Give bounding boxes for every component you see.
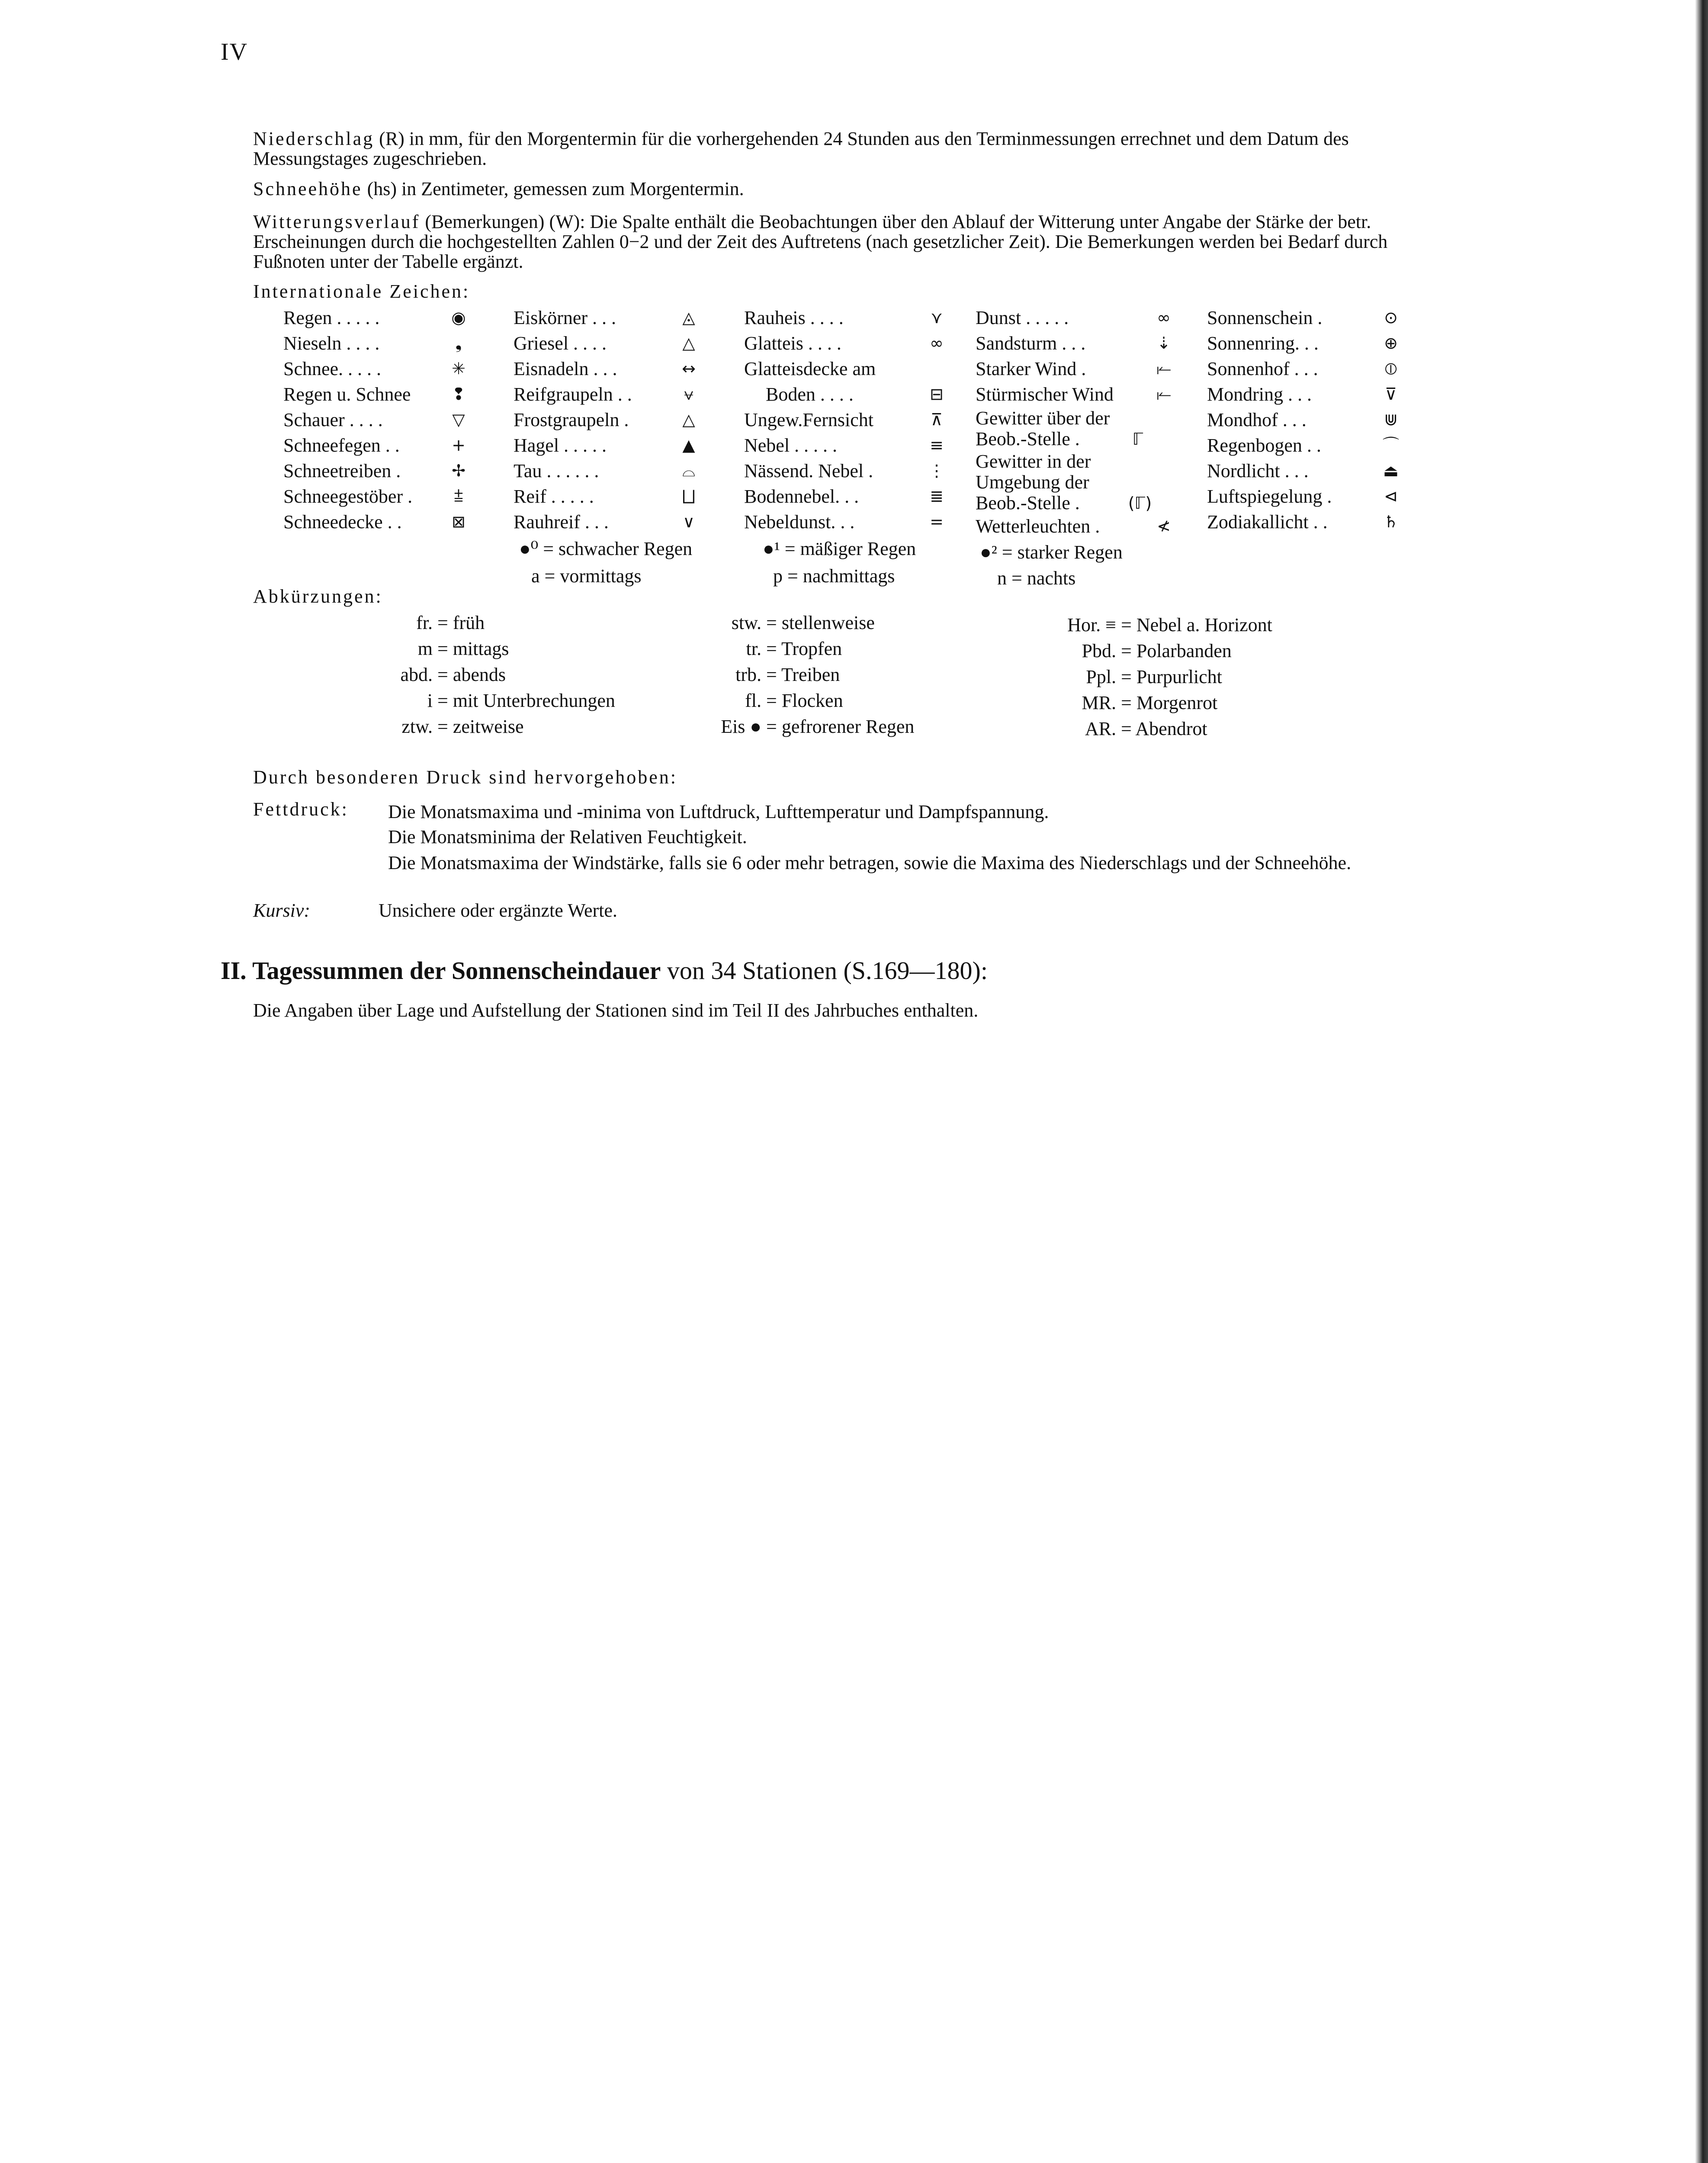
- symbol-starker-wind: Starker Wind . ⥒: [976, 356, 1175, 382]
- abbr-treiben: trb. = Treiben: [735, 664, 840, 685]
- page-number: IV: [221, 39, 248, 65]
- symbol-nieseln: Nieseln . . . . ❟: [283, 331, 469, 356]
- intensity-strong: ●² = starker Regen: [980, 542, 1123, 563]
- symbol-mondhof: Mondhof . . . ⋓: [1207, 407, 1402, 433]
- time-night: n = nachts: [997, 568, 1076, 589]
- symbol-regen-schnee: Regen u. Schnee ❢: [283, 382, 469, 407]
- symbol-rauhreif: Rauhreif . . . ∨: [514, 509, 700, 535]
- rime-graupel-icon: ⩝: [684, 385, 693, 404]
- section-2-note: Die Angaben über Lage und Aufstellung der Stationen sind im Teil II des Jahrbuches enthalten.: [253, 1000, 979, 1021]
- symbol-sandsturm: Sandsturm . . . ⇣: [976, 331, 1175, 356]
- frost-graupel-icon: △: [682, 410, 695, 429]
- symbol-frostgraupeln: Frostgraupeln . △: [514, 407, 700, 433]
- symbol-stuermischer-wind: Stürmischer Wind ⥒: [976, 382, 1175, 407]
- abbr-abendrot: AR. = Abendrot: [1085, 718, 1207, 739]
- symbol-hagel: Hagel . . . . . ▲: [514, 433, 700, 458]
- symbol-sonnenschein: Sonnenschein . ⊙: [1207, 305, 1402, 331]
- symbol-mondring: Mondring . . . ⊽: [1207, 382, 1402, 407]
- bold-line-2: Die Monatsminima der Relativen Feuchtigkeit.: [388, 826, 747, 847]
- symbol-griesel: Griesel . . . . △: [514, 331, 700, 356]
- witterung-text: (Bemerkungen) (W): Die Spalte enthält die Beobachtungen über den Ablauf der Witterung unter Angabe der Stärke der betr. Erscheinungen durch die hochgestellten Zahlen 0−2 und der Zeit des Auftretens (nach gesetzlicher Zeit). Die Bemerkungen werden bei Bedarf durch Fußnoten unter der Tabelle ergänzt.: [253, 211, 1388, 272]
- symbols-column-5: [1207, 305, 1402, 535]
- intensity-weak: ●⁰ = schwacher Regen: [519, 538, 693, 559]
- symbol-tau: Tau . . . . . . ⌓: [514, 458, 700, 484]
- wet-fog-icon: ⋮: [928, 461, 945, 480]
- time-afternoon: p = nachmittags: [773, 565, 895, 587]
- abbr-polarbanden: Pbd. = Polarbanden: [1082, 640, 1232, 661]
- symbol-luftspiegelung: Luftspiegelung . ⊲: [1207, 484, 1402, 509]
- symbol-sonnenhof: Sonnenhof . . . ⦶: [1207, 356, 1402, 382]
- abbr-frueh: fr. = früh: [416, 612, 485, 633]
- abbreviations-heading: Abkürzungen:: [253, 586, 383, 607]
- zodiacal-light-icon: ♄: [1383, 512, 1399, 531]
- rainbow-icon: ⌒: [1382, 436, 1399, 455]
- section-2-title-bold: II. Tagessummen der Sonnenscheindauer: [221, 956, 661, 985]
- symbol-schneedecke: Schneedecke . . ⊠: [283, 509, 469, 535]
- symbol-wetterleuchten: Wetterleuchten . ≮: [976, 513, 1175, 539]
- lunar-ring-icon: ⊽: [1385, 385, 1397, 404]
- symbol-regenbogen: Regenbogen . . ⌒: [1207, 433, 1402, 458]
- symbol-glatteis: Glatteis . . . . ∞: [744, 331, 947, 356]
- solar-ring-icon: ⊕: [1384, 334, 1398, 353]
- sleet-icon: ❢: [452, 385, 466, 404]
- symbol-zodiakallicht: Zodiakallicht . . ♄: [1207, 509, 1402, 535]
- symbol-dunst: Dunst . . . . . ∞: [976, 305, 1175, 331]
- lightning-icon: ≮: [1157, 517, 1171, 536]
- bold-line-1: Die Monatsmaxima und -minima von Luftdruck, Lufttemperatur und Dampfspannung.: [388, 801, 1049, 822]
- witterung-label: Witterungsverlauf: [253, 211, 421, 232]
- symbol-boden: Boden . . . . ⊟: [744, 382, 947, 407]
- symbol-sonnenring: Sonnenring. . . ⊕: [1207, 331, 1402, 356]
- ground-glaze-icon: ⊟: [930, 385, 944, 404]
- italic-label: Kursiv:: [253, 900, 310, 921]
- sandstorm-icon: ⇣: [1157, 334, 1171, 353]
- mirage-icon: ⊲: [1384, 487, 1398, 506]
- visibility-icon: ⊼: [931, 410, 943, 429]
- page-edge-scan-shadow: [1695, 0, 1708, 2163]
- symbol-nebel: Nebel . . . . . ≡: [744, 433, 947, 458]
- time-morning: a = vormittags: [531, 565, 642, 587]
- symbol-schneegestoeber: Schneegestöber . ⩲: [283, 484, 469, 509]
- abbreviations-column-1: [329, 610, 615, 740]
- abbr-purpurlicht: Ppl. = Purpurlicht: [1086, 666, 1222, 687]
- shower-icon: ▽: [452, 410, 465, 429]
- abbr-tropfen: tr. = Tropfen: [746, 638, 842, 659]
- print-heading: Durch besonderen Druck sind hervorgehoben:: [253, 767, 677, 788]
- abbr-abends: abd. = abends: [400, 664, 506, 685]
- symbol-rauheis: Rauheis . . . . ⋎: [744, 305, 947, 331]
- symbols-column-1: [283, 305, 469, 535]
- distant-thunderstorm-icon: (ℾ): [1128, 494, 1152, 513]
- abbr-horizont: Hor. ≡ = Nebel a. Horizont: [1067, 614, 1272, 635]
- symbol-gewitter-station: Gewitter über der Beob.-Stelle . ℾ: [976, 407, 1175, 449]
- symbol-bodennebel: Bodennebel. . . ≣: [744, 484, 947, 509]
- schneehoehe-label: Schneehöhe: [253, 178, 363, 199]
- lunar-corona-icon: ⋓: [1384, 410, 1398, 429]
- abbr-stellenweise: stw. = stellenweise: [731, 612, 875, 633]
- abbreviations-column-3: [1012, 612, 1272, 742]
- dew-icon: ⌓: [682, 461, 696, 480]
- rough-ice-icon: ⋎: [931, 308, 943, 327]
- rain-icon: ◉: [451, 308, 466, 327]
- bold-label: Fettdruck:: [253, 799, 349, 820]
- rime-icon: ∨: [683, 512, 695, 531]
- intensity-moderate: ●¹ = mäßiger Regen: [763, 538, 916, 559]
- symbol-regen: Regen . . . . . ◉: [283, 305, 469, 331]
- symbols-column-4: [976, 305, 1175, 539]
- sunshine-icon: ⊙: [1384, 308, 1398, 327]
- witterung-paragraph: [253, 212, 1460, 272]
- snow-cover-icon: ⊠: [452, 512, 466, 531]
- niederschlag-paragraph: [253, 129, 1460, 169]
- snow-grains-icon: △: [682, 334, 695, 353]
- fog-icon: ≡: [930, 436, 944, 455]
- symbol-eisnadeln: Eisnadeln . . . ↔: [514, 356, 700, 382]
- symbol-eiskoerner: Eiskörner . . . ◬: [514, 305, 700, 331]
- symbol-schneefegen: Schneefegen . . +: [283, 433, 469, 458]
- section-2-title-rest: von 34 Stationen (S.169—180):: [661, 956, 988, 985]
- symbols-column-2: [514, 305, 700, 535]
- abbreviations-column-2: [675, 610, 914, 740]
- strong-wind-icon: ⥒: [1156, 359, 1171, 378]
- symbol-fernsicht: Ungew.Fernsicht ⊼: [744, 407, 947, 433]
- snow-icon: ✳: [452, 359, 466, 378]
- mist-icon: =: [930, 512, 944, 531]
- ground-fog-icon: ≣: [930, 487, 944, 506]
- symbol-schneetreiben: Schneetreiben . ✢: [283, 458, 469, 484]
- symbol-schnee: Schnee. . . . . ✳: [283, 356, 469, 382]
- schneehoehe-text: (hs) in Zentimeter, gemessen zum Morgentermin.: [362, 178, 744, 199]
- symbol-glatteisdecke: Glatteisdecke am: [744, 358, 876, 379]
- italic-text: Unsichere oder ergänzte Werte.: [379, 900, 617, 921]
- haze-icon: ∞: [1157, 308, 1171, 327]
- bold-list: [388, 799, 1461, 873]
- hoarfrost-icon: ⨆: [682, 487, 696, 506]
- niederschlag-text: (R) in mm, für den Morgentermin für die vorhergehenden 24 Stunden aus den Terminmessungen errechnet und dem Datum des Messungstages zugeschrieben.: [253, 128, 1349, 169]
- bold-line-3: Die Monatsmaxima der Windstärke, falls sie 6 oder mehr betragen, sowie die Maxima des Niederschlags und der Schneehöhe.: [388, 852, 1352, 873]
- symbol-naessender-nebel: Nässend. Nebel . ⋮: [744, 458, 947, 484]
- symbol-reif: Reif . . . . . ⨆: [514, 484, 700, 509]
- symbols-heading: Internationale Zeichen:: [253, 281, 470, 302]
- abbr-morgenrot: MR. = Morgenrot: [1082, 692, 1218, 713]
- section-2-title: [221, 956, 988, 985]
- gale-icon: ⥒: [1156, 385, 1171, 404]
- hail-icon: ▲: [682, 436, 695, 455]
- glaze-icon: ∞: [930, 334, 944, 353]
- drifting-snow-icon: +: [452, 436, 466, 455]
- blowing-snow-icon: ✢: [452, 461, 466, 480]
- symbol-nebeldunst: Nebeldunst. . . =: [744, 509, 947, 535]
- symbols-column-3: [744, 305, 947, 535]
- thunderstorm-icon: ℾ: [1132, 430, 1143, 449]
- abbr-mittags: m = mittags: [417, 638, 509, 659]
- symbol-reifgraupeln: Reifgraupeln . . ⩝: [514, 382, 700, 407]
- abbr-zeitweise: ztw. = zeitweise: [401, 716, 524, 737]
- symbol-nordlicht: Nordlicht . . . ⏏: [1207, 458, 1402, 484]
- ice-needles-icon: ↔: [682, 359, 696, 378]
- symbol-gewitter-umgebung: Gewitter in der Umgebung der Beob.-Stelle . (ℾ): [976, 449, 1175, 513]
- abbr-gefrorener-regen: Eis ● = gefrorener Regen: [721, 716, 915, 737]
- solar-corona-icon: ⦶: [1385, 359, 1397, 378]
- niederschlag-label: Niederschlag: [253, 128, 375, 149]
- abbr-flocken: fl. = Flocken: [745, 690, 843, 711]
- abbr-unterbrechungen: i = mit Unterbrechungen: [427, 690, 615, 711]
- symbol-schauer: Schauer . . . . ▽: [283, 407, 469, 433]
- aurora-icon: ⏏: [1383, 461, 1399, 480]
- drizzle-icon: ❟: [455, 334, 462, 353]
- snowstorm-icon: ⩲: [453, 487, 464, 506]
- schneehoehe-paragraph: [253, 179, 1460, 199]
- ice-pellets-icon: ◬: [682, 308, 695, 327]
